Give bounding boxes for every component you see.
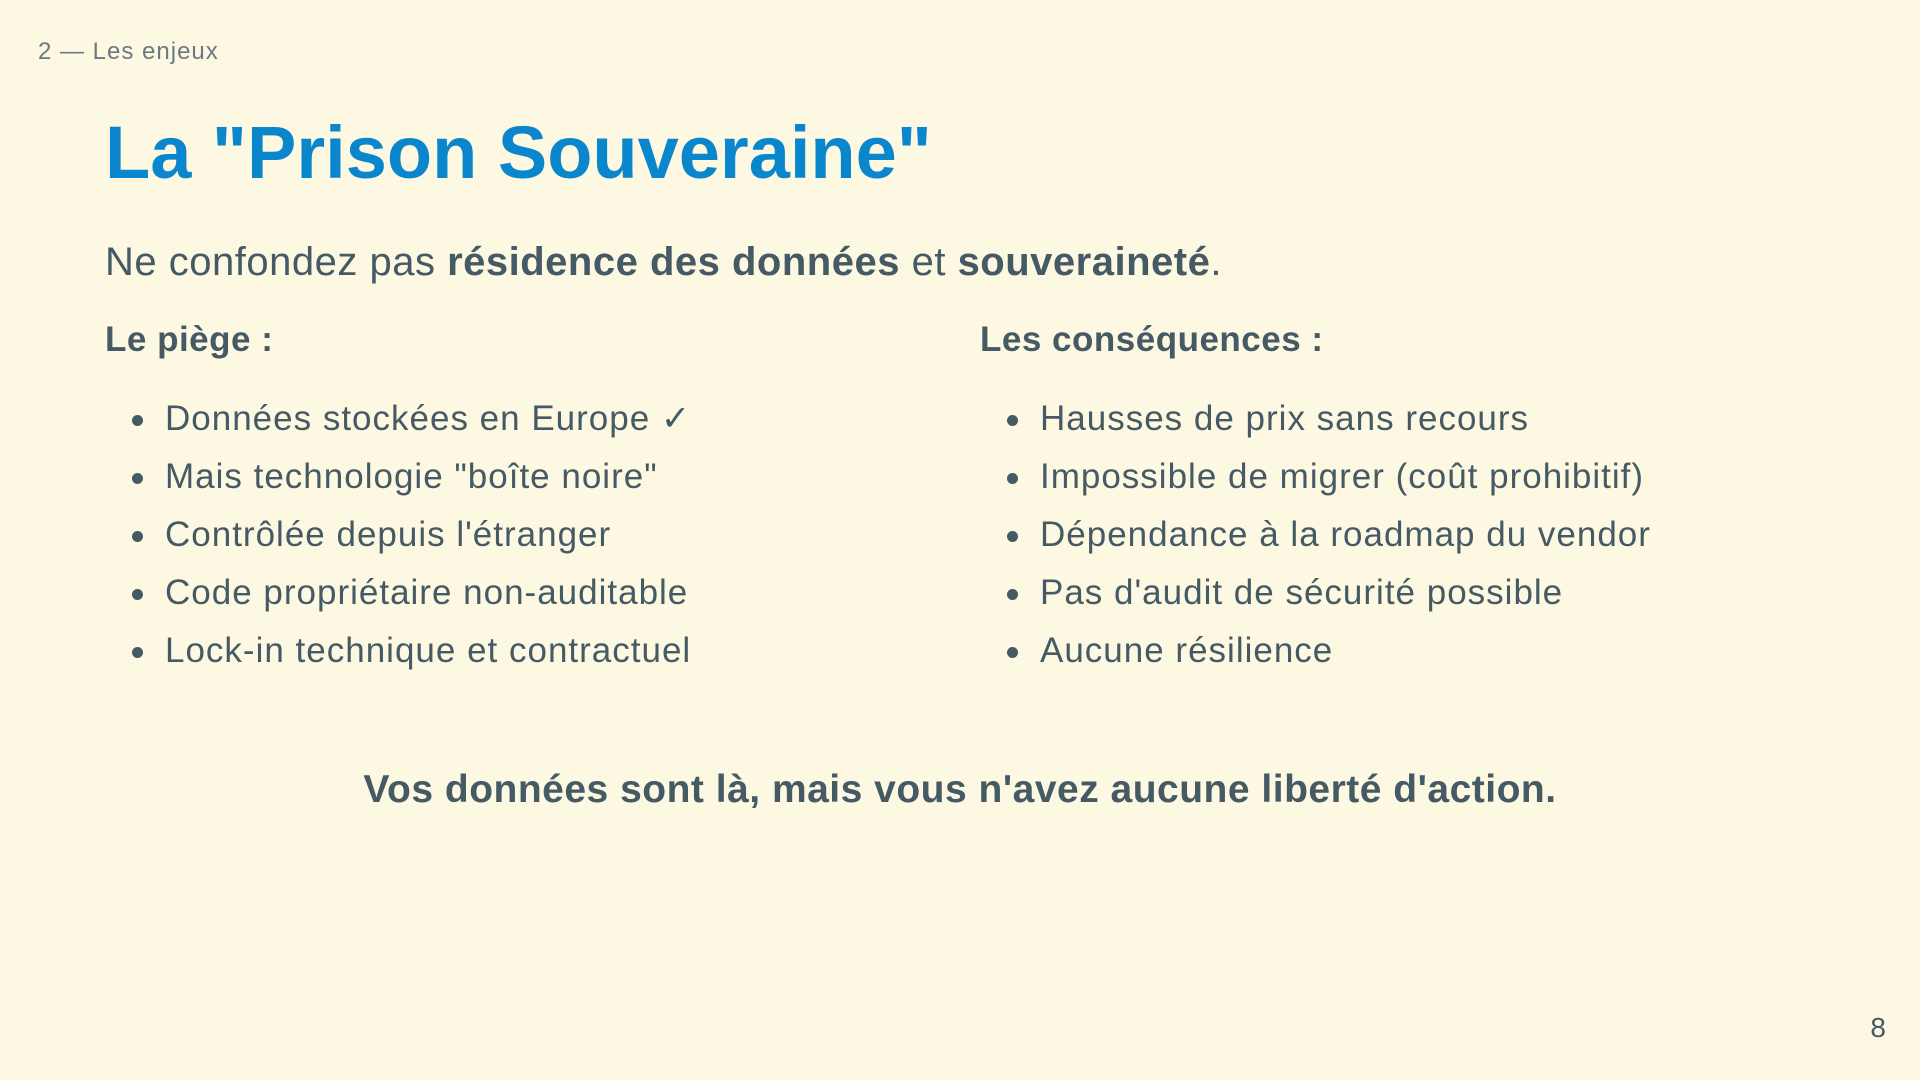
list-item [980, 564, 1840, 622]
two-columns [105, 316, 1825, 696]
intro-part-1: Ne confondez pas [105, 240, 448, 284]
trap-list [105, 390, 965, 680]
list-item-text: Hausses de prix sans recours [1040, 399, 1530, 438]
list-item [105, 564, 965, 622]
list-item-text: Impossible de migrer (coût prohibitif) [1040, 457, 1645, 496]
consequences-list [980, 390, 1840, 680]
slide-content [105, 108, 1825, 811]
list-item-text: Contrôlée depuis l'étranger [165, 515, 612, 554]
bullet-icon [1007, 531, 1018, 542]
list-item [105, 506, 965, 564]
list-item-text: Mais technologie "boîte noire" [165, 457, 658, 496]
bullet-icon [132, 473, 143, 484]
consequences-column [980, 316, 1840, 680]
intro-bold-souverainete: souveraineté [957, 240, 1211, 284]
bullet-icon [1007, 589, 1018, 600]
list-item [105, 390, 965, 448]
bullet-icon [132, 589, 143, 600]
intro-part-3: . [1210, 240, 1222, 284]
list-item-text: Pas d'audit de sécurité possible [1040, 573, 1564, 612]
bullet-icon [132, 415, 143, 426]
bullet-icon [1007, 415, 1018, 426]
list-item-text: Dépendance à la roadmap du vendor [1040, 515, 1651, 554]
list-item-text: Données stockées en Europe ✓ [165, 399, 692, 438]
section-label: 2 — Les enjeux [38, 38, 219, 65]
trap-heading: Le piège : [105, 320, 274, 359]
list-item [980, 622, 1840, 680]
list-item-text: Code propriétaire non-auditable [165, 573, 689, 612]
slide-title: La "Prison Souveraine" [105, 111, 932, 194]
intro-part-2: et [899, 240, 958, 284]
list-item [980, 448, 1840, 506]
list-item [105, 622, 965, 680]
bullet-icon [132, 531, 143, 542]
list-item-text: Lock-in technique et contractuel [165, 631, 692, 670]
trap-column [105, 316, 965, 680]
conclusion-text: Vos données sont là, mais vous n'avez aucune liberté d'action. [363, 768, 1557, 811]
list-item-text: Aucune résilience [1040, 631, 1334, 670]
list-item [105, 448, 965, 506]
list-item [980, 506, 1840, 564]
intro-bold-residence: résidence des données [447, 240, 900, 284]
intro-text [105, 234, 1825, 290]
consequences-heading: Les conséquences : [980, 320, 1324, 359]
page-number: 8 [1870, 1012, 1886, 1043]
bullet-icon [132, 647, 143, 658]
bullet-icon [1007, 647, 1018, 658]
bullet-icon [1007, 473, 1018, 484]
list-item [980, 390, 1840, 448]
